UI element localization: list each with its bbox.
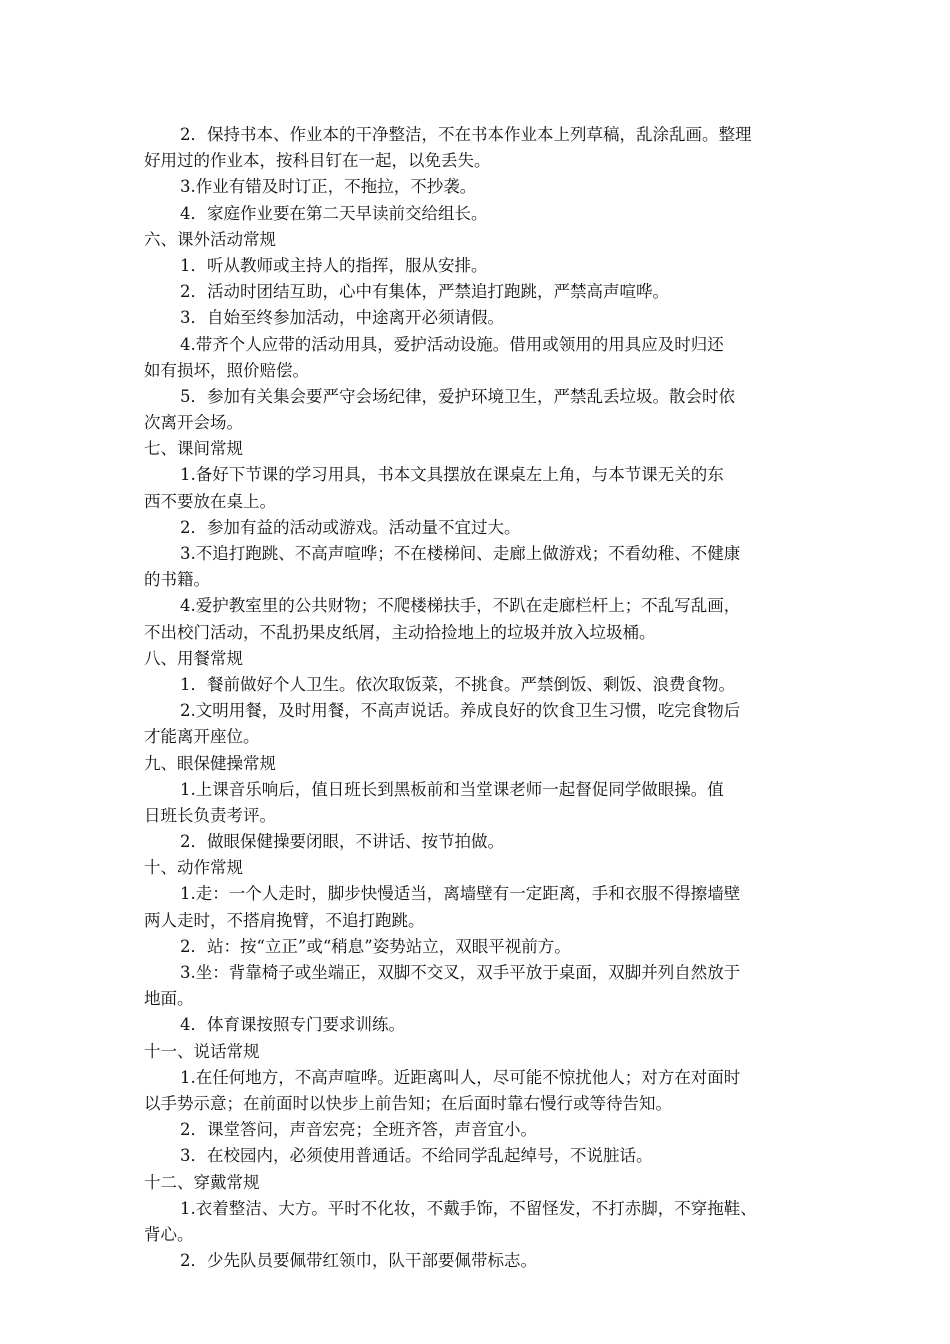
paragraph-line: 3.坐：背靠椅子或坐端正，双脚不交叉，双手平放于桌面，双脚并列自然放于: [180, 963, 741, 982]
paragraph-line: 3．自始至终参加活动，中途离开必须请假。: [180, 308, 504, 328]
text-line: 两人走时，不搭肩挽臂，不追打跑跳。: [144, 910, 425, 930]
paragraph-line: 1.走：一个人走时，脚步快慢适当，离墙壁有一定距离，手和衣服不得擦墙壁: [180, 884, 741, 904]
text-line: 不出校门活动，不乱扔果皮纸屑，主动拾捡地上的垃圾并放入垃圾桶。: [144, 622, 656, 642]
text-line: 十、动作常规: [144, 858, 243, 878]
paragraph-line: 4.爱护教室里的公共财物；不爬楼梯扶手，不趴在走廊栏杆上；不乱写乱画，: [180, 596, 741, 616]
text-line: 以手势示意；在前面时以快步上前告知；在后面时靠右慢行或等待告知。: [144, 1093, 672, 1113]
paragraph-line: 5．参加有关集会要严守会场纪律，爱护环境卫生，严禁乱丢垃圾。散会时依: [180, 386, 735, 406]
paragraph-line: 1.备好下节课的学习用具，书本文具摆放在课桌左上角，与本节课无关的东: [180, 465, 724, 485]
text-line: 地面。: [144, 989, 194, 1009]
text-line: 如有损坏，照价赔偿。: [144, 360, 309, 380]
text-line: 才能离开座位。: [144, 727, 260, 747]
text-line: 十二、穿戴常规: [144, 1172, 260, 1192]
text-line: 九、眼保健操常规: [144, 753, 276, 773]
paragraph-line: 1．餐前做好个人卫生。依次取饭菜，不挑食。严禁倒饭、剩饭、浪费食物。: [180, 674, 735, 694]
text-line: 好用过的作业本，按科目钉在一起，以免丢失。: [144, 151, 491, 171]
paragraph-line: 1.衣着整洁、大方。平时不化妆，不戴手饰，不留怪发，不打赤脚，不穿拖鞋、: [180, 1198, 757, 1218]
paragraph-line: 3．在校园内，必须使用普通话。不给同学乱起绰号，不说脏话。: [180, 1146, 653, 1166]
document-body: [144, 122, 812, 1274]
text-line: 次离开会场。: [144, 413, 243, 433]
paragraph-line: 2．参加有益的活动或游戏。活动量不宜过大。: [180, 517, 521, 537]
paragraph-line: 2．站：按“立正”或“稍息”姿势站立，双眼平视前方。: [180, 936, 571, 956]
paragraph-line: 2．活动时团结互助，心中有集体，严禁追打跑跳，严禁高声喧哗。: [180, 282, 669, 302]
text-line: 西不要放在桌上。: [144, 491, 276, 511]
paragraph-line: 4.带齐个人应带的活动用具，爱护活动设施。借用或领用的用具应及时归还: [180, 334, 724, 354]
text-line: 八、用餐常规: [144, 648, 243, 668]
paragraph-line: 4．体育课按照专门要求训练。: [180, 1015, 405, 1035]
text-line: 七、课间常规: [144, 439, 243, 459]
text-line: 日班长负责考评。: [144, 805, 276, 825]
text-line: 的书籍。: [144, 570, 210, 590]
paragraph-line: 1．听从教师或主持人的指挥，服从安排。: [180, 255, 488, 275]
text-line: 背心。: [144, 1224, 194, 1244]
text-line: 六、课外活动常规: [144, 229, 276, 249]
paragraph-line: 3.作业有错及时订正，不拖拉，不抄袭。: [180, 177, 477, 197]
paragraph-line: 3.不追打跑跳、不高声喧哗；不在楼梯间、走廊上做游戏；不看幼稚、不健康: [180, 544, 741, 563]
paragraph-line: 1.上课音乐响后，值日班长到黑板前和当堂课老师一起督促同学做眼操。值: [180, 779, 724, 799]
paragraph-line: 2．做眼保健操要闭眼，不讲话、按节拍做。: [180, 832, 504, 852]
paragraph-line: 2.文明用餐，及时用餐，不高声说话。养成良好的饮食卫生习惯，吃完食物后: [180, 701, 741, 721]
text-line: 十一、说话常规: [144, 1041, 260, 1061]
paragraph-line: 2．课堂答问，声音宏亮；全班齐答，声音宜小。: [180, 1120, 537, 1140]
paragraph-line: 4．家庭作业要在第二天早读前交给组长。: [180, 203, 488, 223]
paragraph-line: 2．少先队员要佩带红领巾，队干部要佩带标志。: [180, 1251, 537, 1271]
paragraph-line: 1.在任何地方，不高声喧哗。近距离叫人，尽可能不惊扰他人；对方在对面时: [180, 1067, 741, 1087]
paragraph-line: 2．保持书本、作业本的干净整洁，不在书本作业本上列草稿，乱涂乱画。整理: [180, 125, 752, 144]
